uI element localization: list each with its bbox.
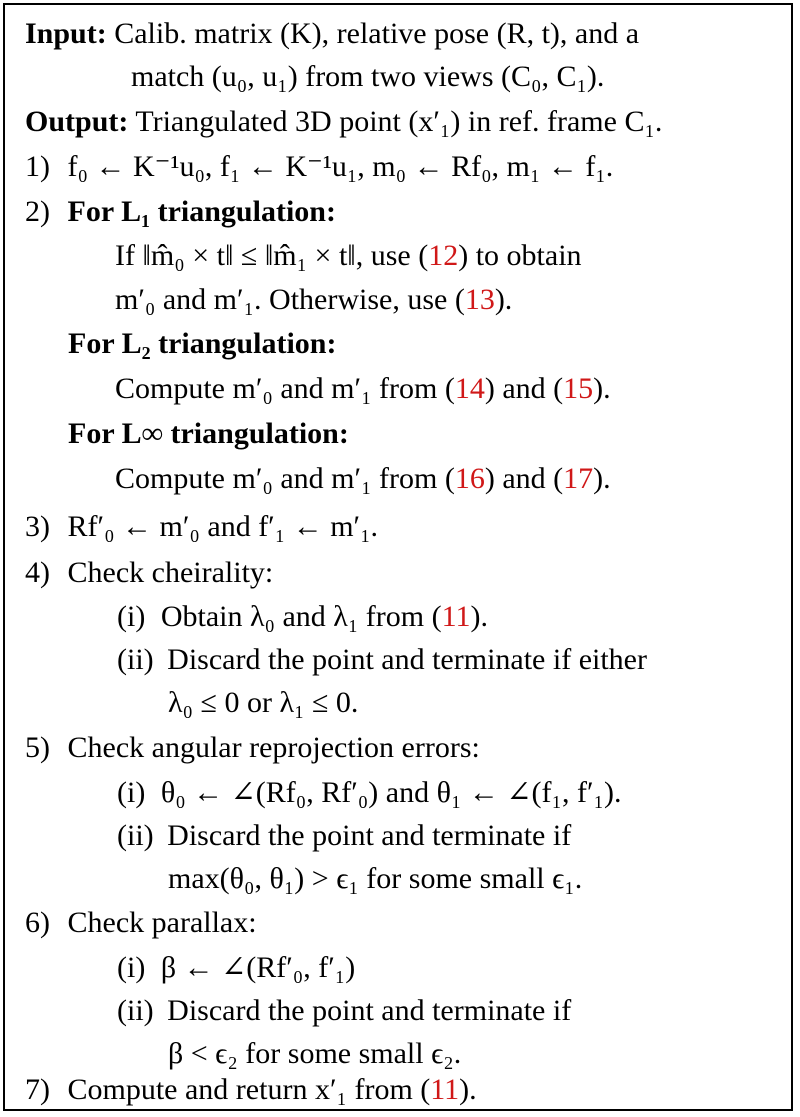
eq-ref-16[interactable]: 16 [454,462,485,495]
step-3-number: 3) [25,510,50,543]
eq-ref-13[interactable]: 13 [464,283,495,316]
step-7 [25,1075,477,1105]
step-6-text: Check parallax: [67,906,257,939]
step-6-i [117,953,355,983]
l1-line-1 [115,241,582,271]
l1-line-2 [115,285,512,315]
step-5-i-text: θ₀ ← ∠(Rf₀, Rf′₀) and θ₁ ← ∠(f₁, f′₁). [160,776,622,809]
step-2-number: 2) [25,195,50,228]
eq-ref-14[interactable]: 14 [454,372,485,405]
linf-tail: ). [593,462,611,495]
l2-text: Compute m′₀ and m′₁ from ( [115,372,455,405]
input-line-1 [25,19,639,49]
step-1 [25,152,613,182]
eq-ref-17[interactable]: 17 [563,462,594,495]
step-5-ii-cont [168,864,582,894]
linf-line [115,464,611,494]
l1-line-1-tail: ) to obtain [458,239,582,272]
step-5-ii [117,821,571,851]
l1-line-2-tail: ). [494,283,513,316]
step-5-number: 5) [25,731,50,764]
step-5-i [117,778,621,808]
linf-heading-line [68,419,349,449]
step-2-heading-l1 [25,197,336,227]
step-4-i-text: Obtain λ₀ and λ₁ from ( [160,600,442,633]
step-4-ii-number: (ii) [117,643,154,676]
l2-tail: ). [593,372,611,405]
step-6-ii-line-2: β < ϵ₂ for some small ϵ₂. [168,1037,462,1070]
step-7-text: Compute and return x′₁ from ( [67,1073,431,1106]
step-7-tail: ). [459,1073,477,1106]
step-5-ii-line-1: Discard the point and terminate if [167,819,572,852]
eq-ref-12[interactable]: 12 [428,239,459,272]
step-6-i-number: (i) [117,951,146,984]
step-6-ii [117,996,571,1026]
output-text: Triangulated 3D point (x′₁) in ref. frame C₁. [135,105,663,138]
input-line-2 [131,62,604,92]
step-5 [25,733,480,763]
step-6-ii-cont [168,1039,461,1069]
l2-heading: For L₂ triangulation: [68,327,337,360]
step-5-ii-line-2: max(θ₀, θ₁) > ϵ₁ for some small ϵ₁. [168,862,583,895]
step-6-i-text: β ← ∠(Rf′₀, f′₁) [160,951,356,984]
eq-ref-11-a[interactable]: 11 [441,600,471,633]
l1-line-2-text: m′₀ and m′₁. Otherwise, use ( [115,283,465,316]
step-1-text: f₀ ← K⁻¹u₀, f₁ ← K⁻¹u₁, m₀ ← Rf₀, m₁ ← f₁. [67,150,614,183]
output-line [25,107,662,137]
step-4-i-tail: ). [470,600,488,633]
step-6-ii-number: (ii) [117,994,154,1027]
input-label: Input: [25,17,107,50]
step-6-number: 6) [25,906,50,939]
step-4-ii-cont [168,688,358,718]
l1-line-1-text: If ‖m̂₀ × t‖ ≤ ‖m̂₁ × t‖, use ( [115,239,429,272]
step-4-text: Check cheirality: [67,556,274,589]
l2-line [115,374,611,404]
linf-mid: ) and ( [484,462,564,495]
step-4-ii-line-1: Discard the point and terminate if either [167,643,647,676]
l1-heading: For L₁ triangulation: [67,195,336,228]
linf-heading: For L∞ triangulation: [68,417,349,450]
l2-mid: ) and ( [484,372,564,405]
step-5-i-number: (i) [117,776,146,809]
step-4-ii [117,645,647,675]
step-3 [25,512,378,542]
input-text-1: Calib. matrix (K), relative pose (R, t), and a [114,17,640,50]
step-5-text: Check angular reprojection errors: [67,731,480,764]
eq-ref-11-b[interactable]: 11 [430,1073,460,1106]
step-5-ii-number: (ii) [117,819,154,852]
step-4-ii-line-2: λ₀ ≤ 0 or λ₁ ≤ 0. [168,686,359,719]
step-6 [25,908,257,938]
step-1-number: 1) [25,150,50,183]
input-text-2: match (u₀, u₁) from two views (C₀, C₁). [131,60,605,93]
step-7-number: 7) [25,1073,50,1106]
algorithm-box [3,3,793,1111]
step-6-ii-line-1: Discard the point and terminate if [167,994,572,1027]
step-4-i [117,602,488,632]
step-4 [25,558,273,588]
step-4-number: 4) [25,556,50,589]
output-label: Output: [25,105,129,138]
l2-heading-line [68,329,336,359]
step-4-i-number: (i) [117,600,146,633]
step-3-text: Rf′₀ ← m′₀ and f′₁ ← m′₁. [67,510,379,543]
linf-text: Compute m′₀ and m′₁ from ( [115,462,455,495]
eq-ref-15[interactable]: 15 [563,372,594,405]
